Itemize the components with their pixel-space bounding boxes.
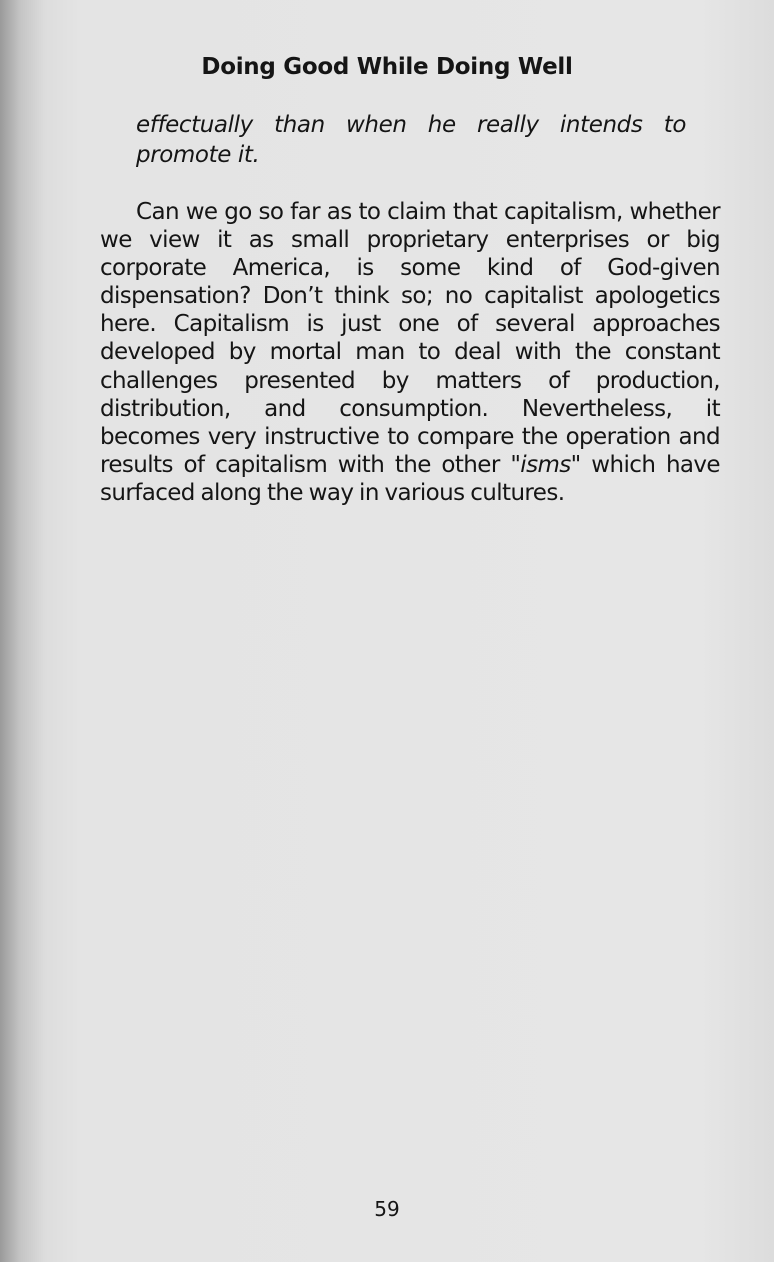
paragraph-line: we view it as small proprietary enterprises or big xyxy=(100,227,720,254)
quote-continuation xyxy=(136,110,686,170)
line-text-after: which have xyxy=(580,451,720,478)
paragraph-line: here. Capitalism is just one of several approaches xyxy=(100,311,720,338)
body-paragraph xyxy=(100,198,720,507)
paragraph-line: becomes very instructive to compare the operation and xyxy=(100,423,720,450)
paragraph-line: developed by mortal man to deal with the constant xyxy=(100,339,720,366)
paragraph-line: distribution, and consumption. Nevertheless, it xyxy=(100,395,720,422)
paragraph-line: corporate America, is some kind of God-given xyxy=(100,255,720,282)
line-text-before: results of capitalism with the other xyxy=(100,451,511,478)
paragraph-line: dispensation? Don’t think so; no capitalist apologetics xyxy=(100,283,720,310)
isms-italic: "isms" xyxy=(510,451,581,478)
page-number: 59 xyxy=(374,1197,400,1221)
quote-line-2: promote it. xyxy=(136,142,260,168)
running-header: Doing Good While Doing Well xyxy=(201,54,573,80)
paragraph-line: Can we go so far as to claim that capitalism, whether xyxy=(136,199,720,225)
paragraph-line-isms xyxy=(100,451,720,479)
quote-line-1: effectually than when he really intends to xyxy=(136,112,686,138)
paragraph-line: challenges presented by matters of production, xyxy=(100,367,720,394)
paragraph-last-line: surfaced along the way in various cultures. xyxy=(100,479,565,506)
